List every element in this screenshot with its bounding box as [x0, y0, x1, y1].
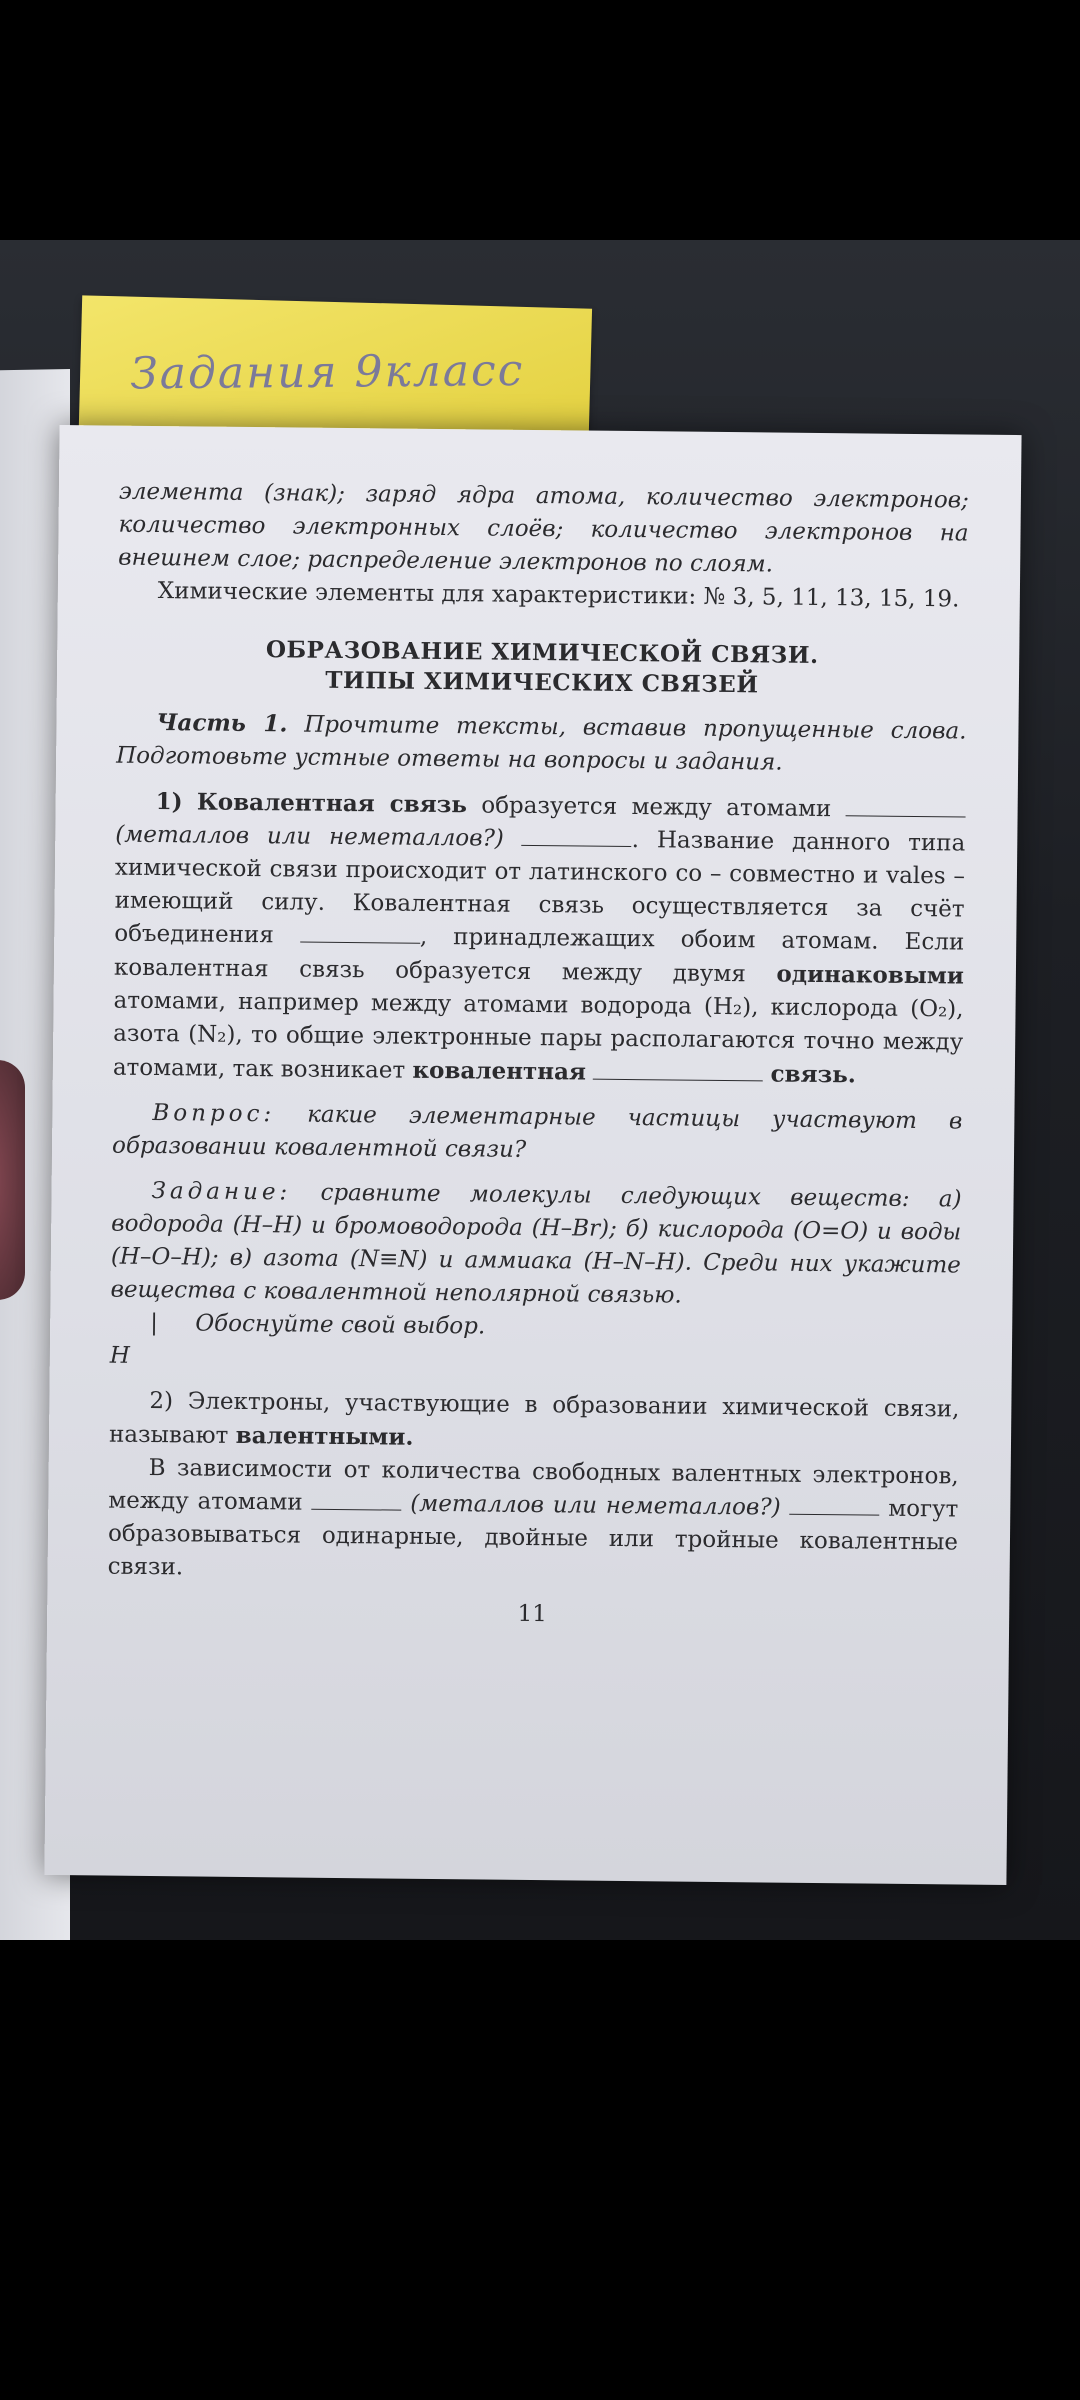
- p1-c: . Название данного типа химической связи происходит от латинского co – совместно и vales – имеющий силу. Ковалентная связь осуществляется за счёт объединения: [114, 827, 966, 949]
- p1-num: 1): [155, 788, 183, 816]
- p1-d: , принадлежащих обоим атомам. Если ковалентная связь образуется между двумя: [113, 923, 965, 988]
- p1-term: Ковалентная связь: [196, 788, 468, 819]
- part-label: Часть 1.: [156, 709, 288, 738]
- sticky-note-text: Задания 9класс: [130, 345, 525, 400]
- page-content: [107, 476, 969, 1636]
- p1-a: образуется между атомами: [481, 792, 832, 823]
- task: [110, 1175, 961, 1316]
- part-1: [116, 706, 967, 782]
- question-text: какие элементарные частицы участвуют в образовании ковалентной связи?: [111, 1101, 963, 1163]
- blank-2: [522, 823, 632, 847]
- p3-c: могут образовываться одинарные, двойные или тройные ковалентные связи.: [107, 1495, 959, 1581]
- p3-a: В зависимости от количества свободных валентных электронов, между атомами: [108, 1454, 959, 1516]
- p2-bold: валентными.: [235, 1421, 414, 1451]
- paragraph-1: [113, 785, 966, 1094]
- p2-a: 2) Электроны, участвующие в образовании химической связи, называют: [108, 1387, 960, 1449]
- photo-background: [0, 240, 1080, 1940]
- p1-f: связь.: [770, 1060, 856, 1089]
- p3-b: (металлов или неметаллов?): [410, 1490, 781, 1521]
- p1-bold-covalent: ковалентная: [412, 1056, 587, 1086]
- book-page: [44, 425, 1021, 1885]
- heading-1: ОБРАЗОВАНИЕ ХИМИЧЕСКОЙ СВЯЗИ.: [265, 636, 819, 669]
- h-letter: H: [109, 1342, 131, 1369]
- blank-3: [300, 920, 420, 944]
- task-label: Задание:: [151, 1178, 292, 1206]
- finger: [0, 1060, 25, 1300]
- blank-5: [311, 1487, 401, 1511]
- elements-line: Химические элементы для характеристики: № 3, 5, 11, 13, 15, 19.: [157, 578, 960, 613]
- paragraph-3: [107, 1452, 958, 1593]
- page-number: 11: [517, 1600, 547, 1628]
- intro-text: элемента (знак); заряд ядра атома, количество электронов; количество электронных слоёв; количество электронов на внешнем слое; распределение электронов по слоям.: [118, 478, 970, 578]
- p1-bold-identical: одинаковыми: [776, 960, 965, 990]
- blank-4: [593, 1057, 763, 1082]
- paragraph-2: [109, 1385, 960, 1461]
- task-text: сравните молекулы следующих веществ: а) водорода (H–H) и бромоводорода (H–Br); б) кислорода (O=O) и воды (H–O–H); в) азота (N≡N) и аммиака (H–N–H). Среди них укажите вещества с ковалентной неполярной связью.: [110, 1179, 962, 1309]
- question-label: Вопрос:: [152, 1100, 276, 1128]
- heading-2: ТИПЫ ХИМИЧЕСКИХ СВЯЗЕЙ: [325, 666, 759, 699]
- part-text: Прочтите тексты, вставив пропущенные слова. Подготовьте устные ответы на вопросы и задания.: [116, 711, 967, 776]
- p1-b: (металлов или неметаллов?): [115, 821, 504, 852]
- justify-text: Обоснуйте свой выбор.: [195, 1310, 486, 1340]
- blank-1: [846, 793, 966, 817]
- blank-6: [789, 1492, 879, 1516]
- h-bar: |: [150, 1310, 159, 1337]
- p1-e: атомами, например между атомами водорода (H₂), кислорода (O₂), азота (N₂), то общие электронные пары располагаются точно между атомами, так возникает: [112, 987, 964, 1084]
- question: [112, 1097, 963, 1172]
